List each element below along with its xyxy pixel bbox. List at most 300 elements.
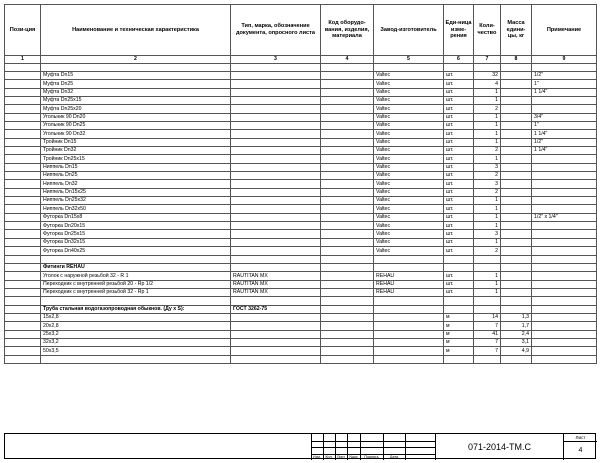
cell-mass [501, 130, 532, 138]
cell-position [5, 305, 41, 313]
cell-mass [501, 163, 532, 171]
cell-mass [501, 188, 532, 196]
cell-note [532, 180, 597, 188]
cell-mass [501, 63, 532, 71]
cell-position [5, 172, 41, 180]
cell-type [231, 197, 321, 205]
cell-quantity: 2 [474, 247, 501, 255]
col-number: 1 [5, 56, 41, 64]
cell-type [231, 313, 321, 321]
cell-type [231, 263, 321, 271]
table-row [5, 355, 597, 363]
cell-note [532, 172, 597, 180]
cell-note: 1 1/4" [532, 88, 597, 96]
cell-name: Тройник Dn32 [41, 147, 231, 155]
cell-manufacturer: REHAU [374, 272, 444, 280]
cell-manufacturer [374, 255, 444, 263]
cell-manufacturer [374, 305, 444, 313]
cell-code [321, 113, 374, 121]
cell-manufacturer: Valtec [374, 222, 444, 230]
cell-code [321, 213, 374, 221]
cell-note: 1" [532, 122, 597, 130]
table-header-row [5, 5, 597, 56]
cell-unit: шт. [444, 238, 474, 246]
cell-unit: м [444, 338, 474, 346]
section-row [5, 305, 597, 313]
cell-quantity [474, 255, 501, 263]
cell-position [5, 255, 41, 263]
cell-unit: шт. [444, 288, 474, 296]
cell-mass [501, 96, 532, 104]
section-row [5, 263, 597, 271]
cell-position [5, 263, 41, 271]
cell-position [5, 205, 41, 213]
cell-quantity: 1 [474, 130, 501, 138]
cell-manufacturer: Valtec [374, 122, 444, 130]
cell-position [5, 113, 41, 121]
cell-position [5, 63, 41, 71]
cell-code [321, 247, 374, 255]
cell-code [321, 238, 374, 246]
cell-quantity: 1 [474, 155, 501, 163]
cell-position [5, 272, 41, 280]
cell-quantity: 4 [474, 80, 501, 88]
cell-note [532, 96, 597, 104]
cell-manufacturer: Valtec [374, 205, 444, 213]
cell-unit: шт. [444, 122, 474, 130]
table-row [5, 88, 597, 96]
cell-name: Уголок с наружной резьбой 32 - R 1 [41, 272, 231, 280]
cell-manufacturer: Valtec [374, 213, 444, 221]
cell-name: Муфта Dn25x15 [41, 96, 231, 104]
cell-quantity [474, 63, 501, 71]
stamp-grid-line [311, 441, 435, 442]
cell-mass [501, 222, 532, 230]
cell-unit: м [444, 313, 474, 321]
cell-note [532, 255, 597, 263]
cell-unit: шт. [444, 96, 474, 104]
cell-unit: м [444, 330, 474, 338]
cell-position [5, 105, 41, 113]
cell-unit: шт. [444, 247, 474, 255]
cell-manufacturer: REHAU [374, 288, 444, 296]
table-row [5, 205, 597, 213]
table-row [5, 288, 597, 296]
cell-unit: шт. [444, 280, 474, 288]
cell-unit [444, 305, 474, 313]
cell-type [231, 247, 321, 255]
cell-mass [501, 172, 532, 180]
cell-code [321, 322, 374, 330]
cell-position [5, 280, 41, 288]
col-number: 8 [501, 56, 532, 64]
cell-unit [444, 355, 474, 363]
cell-note [532, 347, 597, 355]
cell-mass [501, 355, 532, 363]
cell-code [321, 288, 374, 296]
cell-mass [501, 297, 532, 305]
cell-quantity: 1 [474, 272, 501, 280]
cell-code [321, 172, 374, 180]
cell-type [231, 155, 321, 163]
cell-code [321, 130, 374, 138]
table-row [5, 180, 597, 188]
cell-position [5, 188, 41, 196]
cell-mass: 3,1 [501, 338, 532, 346]
cell-type [231, 205, 321, 213]
cell-code [321, 180, 374, 188]
cell-name: 15x2,8 [41, 313, 231, 321]
header-name: Наименование и техническая характеристика [41, 5, 231, 56]
cell-name: Переходник с внутренней резьбой 32 - Rp 1 [41, 288, 231, 296]
cell-quantity: 1 [474, 213, 501, 221]
cell-unit: шт. [444, 222, 474, 230]
cell-mass [501, 197, 532, 205]
cell-position [5, 338, 41, 346]
cell-unit: шт. [444, 172, 474, 180]
cell-mass: 1,7 [501, 322, 532, 330]
cell-manufacturer: Valtec [374, 138, 444, 146]
cell-type [231, 222, 321, 230]
cell-note [532, 63, 597, 71]
cell-code [321, 96, 374, 104]
cell-position [5, 230, 41, 238]
stamp-label: Дата [390, 455, 398, 459]
cell-manufacturer: Valtec [374, 155, 444, 163]
sheet-number: 4 [578, 447, 583, 454]
table-row [5, 272, 597, 280]
cell-manufacturer: Valtec [374, 188, 444, 196]
cell-name: Ниппель Dn32x50 [41, 205, 231, 213]
cell-note: 1 1/4" [532, 130, 597, 138]
col-number: 4 [321, 56, 374, 64]
sheet-box [563, 434, 597, 460]
table-row [5, 96, 597, 104]
header-unit: Еди-ница изме-рения [444, 5, 474, 56]
cell-manufacturer: Valtec [374, 88, 444, 96]
cell-unit: шт. [444, 130, 474, 138]
cell-name [41, 255, 231, 263]
cell-code [321, 147, 374, 155]
cell-note [532, 222, 597, 230]
cell-name: Футорка Dn25x15 [41, 230, 231, 238]
cell-type [231, 147, 321, 155]
cell-name: Муфта Dn25 [41, 80, 231, 88]
cell-manufacturer: Valtec [374, 147, 444, 155]
cell-unit: шт. [444, 197, 474, 205]
table-row [5, 297, 597, 305]
cell-name: 25x3,2 [41, 330, 231, 338]
cell-mass [501, 247, 532, 255]
stamp-grid-line [311, 447, 435, 448]
cell-quantity: 2 [474, 105, 501, 113]
table-row [5, 105, 597, 113]
cell-type [231, 88, 321, 96]
cell-unit [444, 63, 474, 71]
cell-name: Муфта Dn15 [41, 71, 231, 79]
stamp-label: Подпись [364, 455, 379, 459]
cell-quantity: 1 [474, 238, 501, 246]
cell-code [321, 297, 374, 305]
cell-position [5, 355, 41, 363]
col-number: 3 [231, 56, 321, 64]
table-row [5, 313, 597, 321]
cell-code [321, 255, 374, 263]
cell-unit: шт. [444, 213, 474, 221]
cell-type: ГОСТ 3262-75 [231, 305, 321, 313]
cell-quantity: 1 [474, 222, 501, 230]
cell-unit [444, 297, 474, 305]
cell-unit: шт. [444, 80, 474, 88]
cell-manufacturer: Valtec [374, 113, 444, 121]
cell-unit: шт. [444, 105, 474, 113]
cell-quantity: 7 [474, 322, 501, 330]
cell-code [321, 338, 374, 346]
cell-manufacturer: REHAU [374, 280, 444, 288]
cell-code [321, 71, 374, 79]
cell-code [321, 305, 374, 313]
cell-code [321, 63, 374, 71]
table-row [5, 213, 597, 221]
cell-manufacturer [374, 330, 444, 338]
cell-note [532, 355, 597, 363]
cell-unit: шт. [444, 272, 474, 280]
cell-name: Угольник 90 Dn32 [41, 130, 231, 138]
cell-quantity: 1 [474, 288, 501, 296]
cell-quantity: 2 [474, 147, 501, 155]
cell-position [5, 163, 41, 171]
cell-name: 50x3,5 [41, 347, 231, 355]
cell-unit: шт. [444, 88, 474, 96]
cell-position [5, 197, 41, 205]
cell-mass [501, 80, 532, 88]
cell-mass [501, 272, 532, 280]
cell-type [231, 130, 321, 138]
cell-position [5, 122, 41, 130]
table-row [5, 330, 597, 338]
cell-type [231, 105, 321, 113]
table-row [5, 71, 597, 79]
cell-name: Футорка Dn32x15 [41, 238, 231, 246]
cell-unit [444, 255, 474, 263]
cell-note [532, 247, 597, 255]
cell-code [321, 155, 374, 163]
document-code: 071-2014-ТМ.С [435, 434, 563, 460]
table-row [5, 113, 597, 121]
cell-position [5, 297, 41, 305]
specification-body [5, 63, 597, 363]
cell-manufacturer [374, 347, 444, 355]
cell-name: Футорка Dn40x25 [41, 247, 231, 255]
header-position: Пози-ция [5, 5, 41, 56]
cell-mass [501, 205, 532, 213]
cell-position [5, 288, 41, 296]
table-row [5, 347, 597, 355]
table-row [5, 63, 597, 71]
cell-code [321, 230, 374, 238]
cell-unit: шт. [444, 113, 474, 121]
table-row [5, 172, 597, 180]
table-row [5, 238, 597, 246]
cell-unit [444, 263, 474, 271]
cell-mass: 4,9 [501, 347, 532, 355]
col-number: 9 [532, 56, 597, 64]
cell-type [231, 172, 321, 180]
cell-code [321, 330, 374, 338]
cell-quantity: 3 [474, 163, 501, 171]
cell-unit: шт. [444, 71, 474, 79]
cell-name: 32x3,2 [41, 338, 231, 346]
cell-name: Футорка Dn15x8 [41, 213, 231, 221]
stamp-label: Лист [337, 455, 345, 459]
cell-manufacturer: Valtec [374, 130, 444, 138]
cell-name: Угольник 90 Dn25 [41, 122, 231, 130]
col-number: 7 [474, 56, 501, 64]
cell-unit: шт. [444, 138, 474, 146]
cell-quantity [474, 305, 501, 313]
cell-quantity: 1 [474, 122, 501, 130]
cell-position [5, 322, 41, 330]
cell-code [321, 347, 374, 355]
cell-manufacturer: Valtec [374, 105, 444, 113]
cell-manufacturer: Valtec [374, 71, 444, 79]
table-row [5, 188, 597, 196]
cell-unit: шт. [444, 230, 474, 238]
cell-type [231, 163, 321, 171]
cell-manufacturer [374, 338, 444, 346]
cell-type: RAUTITAN MX [231, 272, 321, 280]
header-mass: Масса едини-цы, кг [501, 5, 532, 56]
cell-position [5, 88, 41, 96]
cell-note [532, 188, 597, 196]
sheet-label: Лист [564, 434, 597, 442]
cell-position [5, 213, 41, 221]
cell-manufacturer: Valtec [374, 247, 444, 255]
cell-quantity: 14 [474, 313, 501, 321]
table-row [5, 322, 597, 330]
specification-table [4, 4, 597, 364]
cell-mass [501, 138, 532, 146]
cell-quantity: 3 [474, 180, 501, 188]
table-row [5, 138, 597, 146]
cell-note [532, 263, 597, 271]
title-block [4, 433, 596, 459]
cell-name [41, 63, 231, 71]
cell-quantity [474, 263, 501, 271]
cell-type [231, 347, 321, 355]
cell-note: 1/2" x 1/4" [532, 213, 597, 221]
cell-quantity: 1 [474, 113, 501, 121]
cell-quantity: 1 [474, 96, 501, 104]
cell-mass [501, 255, 532, 263]
cell-mass [501, 88, 532, 96]
cell-type [231, 330, 321, 338]
col-number: 2 [41, 56, 231, 64]
cell-manufacturer [374, 297, 444, 305]
cell-note [532, 197, 597, 205]
cell-position [5, 180, 41, 188]
cell-code [321, 263, 374, 271]
cell-manufacturer: Valtec [374, 80, 444, 88]
cell-type [231, 338, 321, 346]
cell-name: Труба стальная водогазопроводная обыкнов. (Ду x S): [41, 305, 231, 313]
cell-code [321, 197, 374, 205]
cell-quantity: 7 [474, 338, 501, 346]
cell-type [231, 63, 321, 71]
cell-note [532, 238, 597, 246]
table-row [5, 163, 597, 171]
cell-name: Угольник 90 Dn20 [41, 113, 231, 121]
table-row [5, 155, 597, 163]
cell-note [532, 297, 597, 305]
cell-mass [501, 71, 532, 79]
cell-quantity: 32 [474, 71, 501, 79]
table-row [5, 338, 597, 346]
cell-note [532, 230, 597, 238]
cell-note [532, 330, 597, 338]
cell-quantity [474, 297, 501, 305]
cell-code [321, 188, 374, 196]
cell-unit: шт. [444, 205, 474, 213]
table-row [5, 122, 597, 130]
cell-manufacturer: Valtec [374, 230, 444, 238]
cell-quantity: 2 [474, 188, 501, 196]
cell-type [231, 113, 321, 121]
cell-unit: м [444, 322, 474, 330]
cell-mass [501, 305, 532, 313]
cell-name: Ниппель Dn32 [41, 180, 231, 188]
table-row [5, 130, 597, 138]
cell-unit: шт. [444, 163, 474, 171]
cell-quantity: 41 [474, 330, 501, 338]
cell-type [231, 80, 321, 88]
cell-mass [501, 213, 532, 221]
cell-name: Тройник Dn25x15 [41, 155, 231, 163]
cell-mass [501, 238, 532, 246]
cell-manufacturer: Valtec [374, 197, 444, 205]
cell-name: Тройник Dn15 [41, 138, 231, 146]
cell-manufacturer [374, 263, 444, 271]
table-row [5, 197, 597, 205]
cell-note [532, 105, 597, 113]
cell-code [321, 355, 374, 363]
cell-manufacturer: Valtec [374, 238, 444, 246]
cell-note: 3/4" [532, 113, 597, 121]
cell-name [41, 297, 231, 305]
col-number: 5 [374, 56, 444, 64]
cell-mass [501, 230, 532, 238]
header-manufacturer: Завод-изготовитель [374, 5, 444, 56]
table-row [5, 147, 597, 155]
stamp-label: Изм. [313, 455, 321, 459]
cell-note [532, 305, 597, 313]
cell-name: Переходник с внутренней резьбой 20 - Rp 1/2 [41, 280, 231, 288]
cell-type [231, 230, 321, 238]
header-type: Тип, марка, обозначение документа, опросного листа [231, 5, 321, 56]
cell-name: Ниппель Dn25 [41, 172, 231, 180]
cell-mass: 1,3 [501, 313, 532, 321]
cell-name: Ниппель Dn25x32 [41, 197, 231, 205]
cell-position [5, 155, 41, 163]
cell-note [532, 322, 597, 330]
table-row [5, 280, 597, 288]
cell-unit: шт. [444, 147, 474, 155]
cell-quantity [474, 355, 501, 363]
cell-code [321, 122, 374, 130]
cell-manufacturer [374, 63, 444, 71]
header-quantity: Коли-чество [474, 5, 501, 56]
cell-mass: 2,4 [501, 330, 532, 338]
